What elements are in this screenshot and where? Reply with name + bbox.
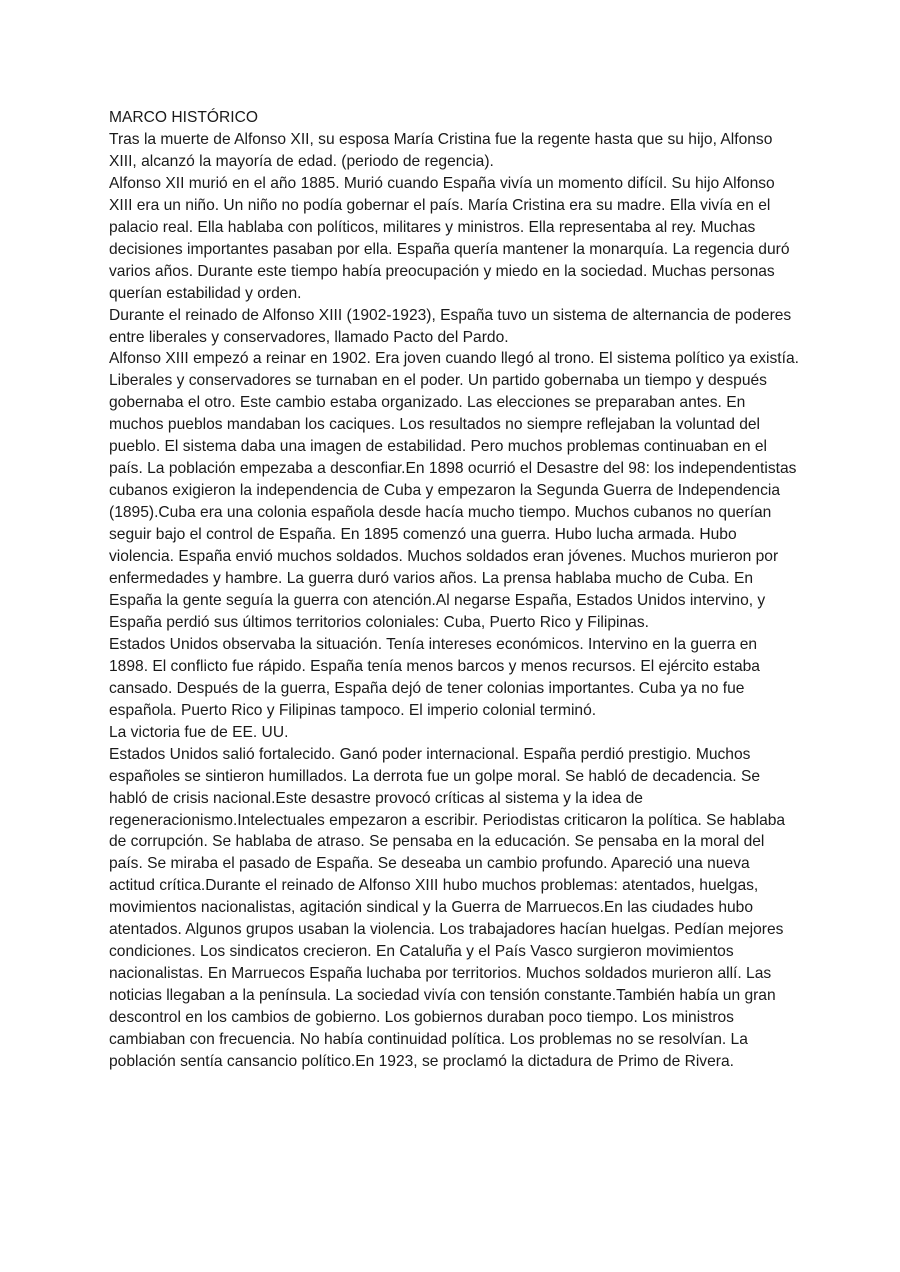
paragraph-us-victory: La victoria fue de EE. UU. <box>109 723 289 741</box>
paragraph-aftermath: Estados Unidos salió fortalecido. Ganó poder internacional. España perdió prestigio. Muchos españoles se sintieron humillados. La derrota fue un golpe moral. Se habló de decadencia. Se habló de crisis nacional.Este desastre provocó críticas al sistema y la idea de regeneracionismo.Intelectuales empezaron a escribir. Periodistas criticaron la política. Se hablaba de corrupción. Se hablaba de atraso. Se pensaba en la educación. Se pensaba en la moral del país. Se miraba el pasado de España. Se deseaba un cambio profundo. Apareció una nueva actitud crítica.Durante el reinado de Alfonso XIII hubo muchos problemas: atentados, huelgas, movimientos nacionalistas, agitación sindical y la Guerra de Marruecos.En las ciudades hubo atentados. Algunos grupos usaban la violencia. Los trabajadores hacían huelgas. Pedían mejores condiciones. Los sindicatos crecieron. En Cataluña y el País Vasco surgieron movimientos nacionalistas. En Marruecos España luchaba por territorios. Muchos soldados murieron allí. Las noticias llegaban a la península. La sociedad vivía con tensión constante.También había un gran descontrol en los cambios de gobierno. Los gobiernos duraban poco tiempo. Los ministros cambiaban con frecuencia. No había continuidad política. Los problemas no se resolvían. La población sentía cansancio político.En 1923, se proclamó la dictadura de Primo de Rivera. <box>109 745 786 1070</box>
document-body <box>109 107 799 1073</box>
paragraph-regency-intro: Tras la muerte de Alfonso XII, su esposa María Cristina fue la regente hasta que su hijo, Alfonso XIII, alcanzó la mayoría de edad. (periodo de regencia). <box>109 130 773 170</box>
paragraph-regency-detail: Alfonso XII murió en el año 1885. Murió cuando España vivía un momento difícil. Su hijo Alfonso XIII era un niño. Un niño no podía gobernar el país. María Cristina era su madre. Ella vivía en el palacio real. Ella hablaba con políticos, militares y ministros. Ella representaba al rey. Muchas decisiones importantes pasaban por ella. España quería mantener la monarquía. La regencia duró varios años. Durante este tiempo había preocupación y miedo en la sociedad. Muchas personas querían estabilidad y orden. <box>109 174 790 302</box>
paragraph-alfonso-xiii-detail: Alfonso XIII empezó a reinar en 1902. Era joven cuando llegó al trono. El sistema político ya existía. Liberales y conservadores se turnaban en el poder. Un partido gobernaba un tiempo y después gobernaba el otro. Este cambio estaba organizado. Las elecciones se preparaban antes. En muchos pueblos mandaban los caciques. Los resultados no siempre reflejaban la voluntad del pueblo. El sistema daba una imagen de estabilidad. Pero muchos problemas continuaban en el país. La población empezaba a desconfiar.En 1898 ocurrió el Desastre del 98: los independentistas cubanos exigieron la independencia de Cuba y empezaron la Segunda Guerra de Independencia (1895).Cuba era una colonia española desde hacía mucho tiempo. Muchos cubanos no querían seguir bajo el control de España. En 1895 comenzó una guerra. Hubo lucha armada. Hubo violencia. España envió muchos soldados. Muchos soldados eran jóvenes. Muchos murieron por enfermedades y hambre. La guerra duró varios años. La prensa hablaba mucho de Cuba. En España la gente seguía la guerra con atención.Al negarse España, Estados Unidos intervino, y España perdió sus últimos territorios coloniales: Cuba, Puerto Rico y Filipinas. <box>109 350 799 631</box>
paragraph-us-intervention: Estados Unidos observaba la situación. Tenía intereses económicos. Intervino en la guerra en 1898. El conflicto fue rápido. España tenía menos barcos y menos recursos. El ejército estaba cansado. Después de la guerra, España dejó de tener colonias importantes. Cuba ya no fue española. Puerto Rico y Filipinas tampoco. El imperio colonial terminó. <box>109 635 760 719</box>
document-title: MARCO HISTÓRICO <box>109 109 259 126</box>
paragraph-alfonso-xiii-intro: Durante el reinado de Alfonso XIII (1902-1923), España tuvo un sistema de alternancia de poderes entre liberales y conservadores, llamado Pacto del Pardo. <box>109 306 792 346</box>
